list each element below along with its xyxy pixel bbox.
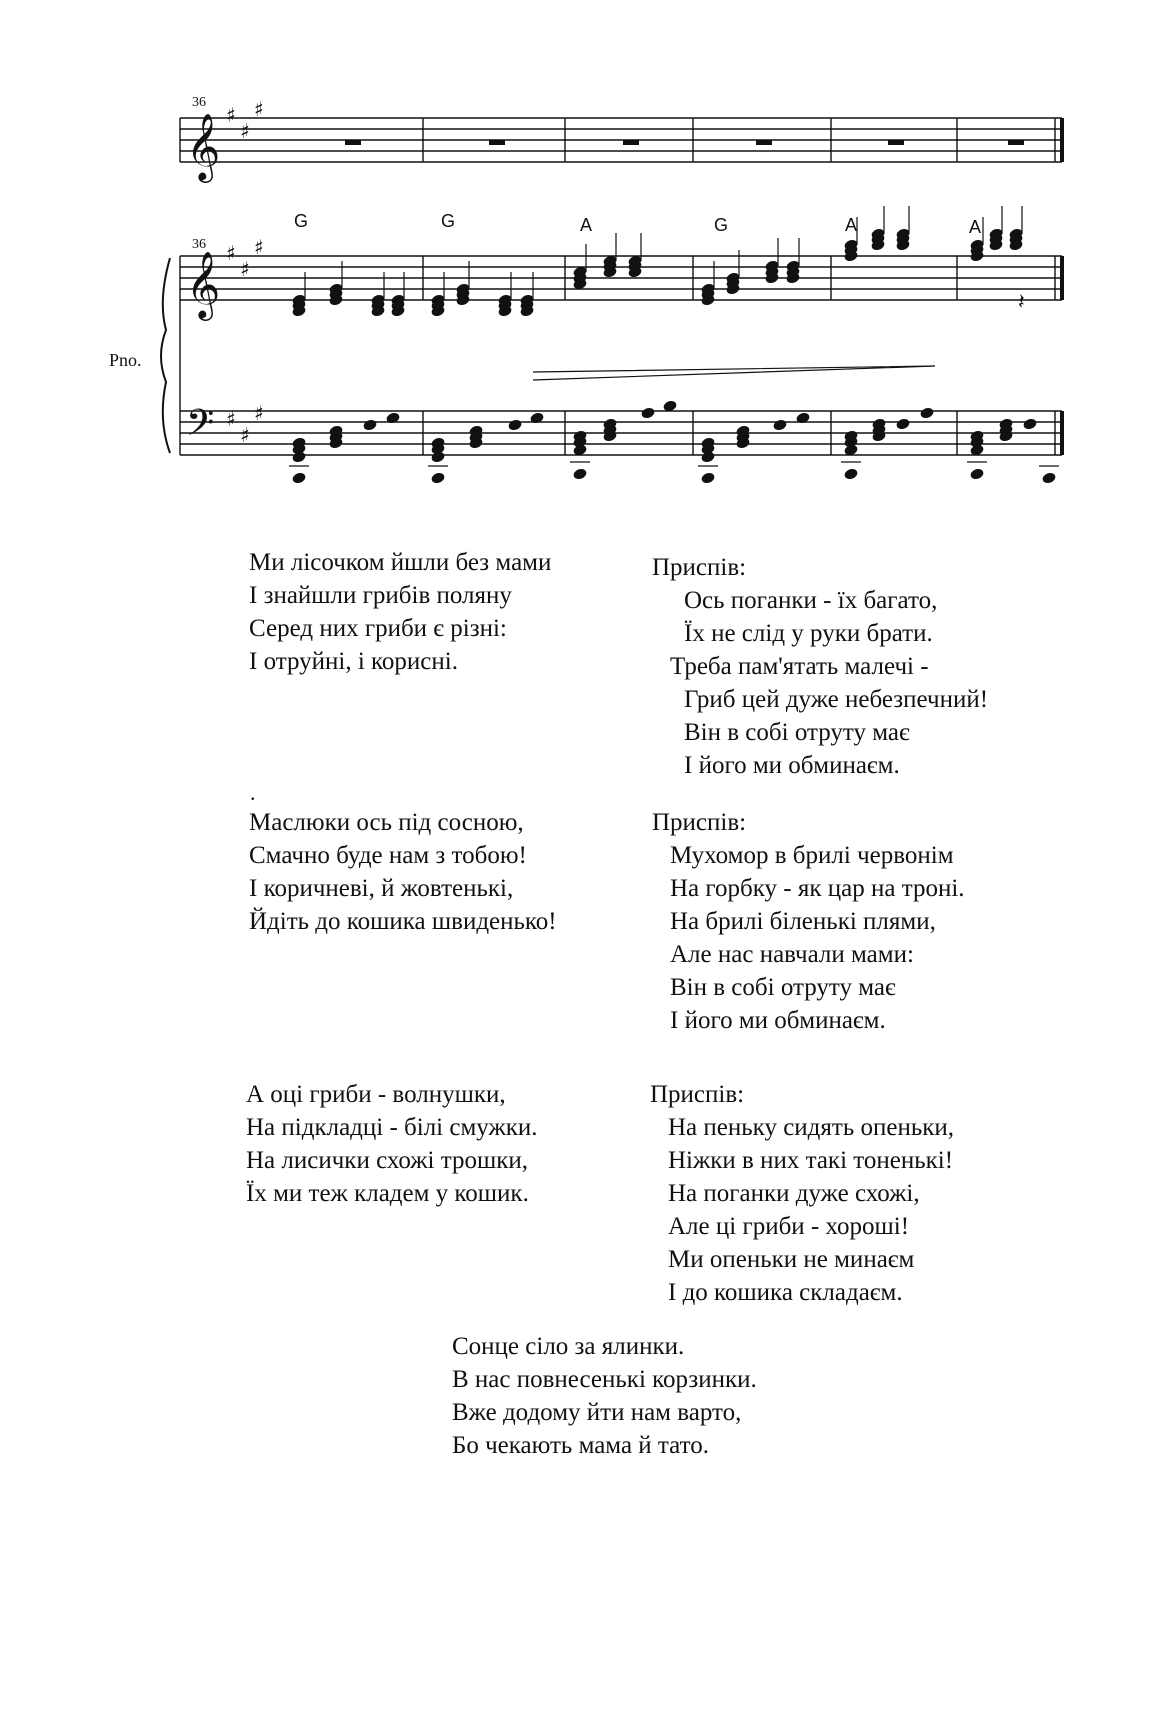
lyric-line: Їх ми теж кладем у кошик. — [246, 1180, 529, 1207]
lyric-line: На брилі біленькі плями, — [670, 908, 936, 935]
chorus-title: Приспів: — [652, 809, 747, 836]
lyric-line: Їх не слід у руки брати. — [684, 620, 933, 647]
note-head — [572, 467, 587, 480]
note-head — [772, 418, 787, 431]
sharp-icon: ♯ — [254, 97, 264, 121]
rest-icon — [888, 140, 904, 145]
chorus-2 — [652, 806, 965, 1037]
note-head — [507, 418, 522, 431]
lyric-line: Але ці гриби - хороші! — [668, 1213, 910, 1240]
lyric-line: І знайшли грибів поляну — [249, 582, 512, 609]
note-head — [385, 411, 400, 424]
finale — [452, 1330, 757, 1462]
lyric-line: Треба пам'ятать малечі - — [670, 653, 929, 680]
chorus-title: Приспів: — [652, 554, 747, 581]
note-head — [969, 467, 984, 480]
lyric-line: І коричневі, й жовтенькі, — [249, 875, 514, 902]
lyric-line: Вже додому йти нам варто, — [452, 1399, 742, 1426]
lyric-line: Сонце сіло за ялинки. — [452, 1333, 685, 1360]
stray-dot: . — [250, 780, 256, 805]
sharp-icon: ♯ — [254, 235, 264, 259]
lyric-line: Він в собі отруту має — [670, 974, 896, 1001]
hairpin — [533, 366, 935, 380]
lyric-line: На горбку - як цар на троні. — [670, 875, 965, 902]
chord-symbol: G — [714, 215, 729, 235]
chord-symbol: G — [441, 211, 456, 231]
chord-symbol: A — [969, 217, 982, 237]
voice-staff — [180, 118, 1062, 455]
lyric-line: На підкладці - білі смужки. — [246, 1114, 538, 1141]
lyric-line: А оці гриби - волнушки, — [246, 1081, 506, 1108]
note-head — [895, 417, 910, 430]
lyric-line: Ми опеньки не минаєм — [668, 1246, 915, 1273]
measure-number-voice: 36 — [192, 95, 206, 110]
lyric-line: І його ми обминаєм. — [670, 1007, 886, 1034]
sharp-icon: ♯ — [226, 241, 236, 265]
piano-brace — [161, 258, 170, 453]
lyric-line: Маслюки ось під сосною, — [249, 809, 524, 836]
lyric-line: Але нас навчали мами: — [670, 941, 914, 968]
rest-icon — [756, 140, 772, 145]
sharp-icon: ♯ — [226, 103, 236, 127]
instrument-label: Pno. — [109, 350, 142, 370]
chorus-title: Приспів: — [650, 1081, 745, 1108]
note-head — [291, 471, 306, 484]
verse-3 — [246, 1078, 538, 1210]
lyric-line: Серед них гриби є різні: — [249, 615, 507, 642]
lyric-line: Гриб цей дуже небезпечний! — [684, 686, 989, 713]
note-head — [430, 471, 445, 484]
bass-clef-icon: 𝄢 — [186, 402, 215, 453]
sharp-icon: ♯ — [240, 257, 250, 281]
chorus-1 — [652, 551, 988, 782]
chord-symbol: G — [294, 211, 309, 231]
sharp-icon: ♯ — [254, 401, 264, 425]
quarter-rest-icon: 𝄽 — [1018, 290, 1025, 315]
piano-chords — [186, 97, 1059, 485]
lyric-line: На поганки дуже схожі, — [668, 1180, 920, 1207]
measure-number-piano: 36 — [192, 237, 206, 252]
chord-symbol: A — [845, 215, 858, 235]
rest-icon — [623, 140, 639, 145]
lyric-line: Бо чекають мама й тато. — [452, 1432, 709, 1459]
chorus-3 — [650, 1078, 954, 1309]
rest-icon — [345, 140, 361, 145]
music-score — [0, 0, 1172, 520]
rest-icon — [1008, 140, 1024, 145]
note-head — [795, 411, 810, 424]
note-head — [1041, 471, 1056, 484]
note-head — [640, 406, 655, 419]
treble-clef-icon: 𝄞 — [186, 112, 221, 180]
verse-1 — [249, 546, 551, 678]
lyric-line: На пеньку сидять опеньки, — [668, 1114, 954, 1141]
lyric-line: Смачно буде нам з тобою! — [249, 842, 527, 869]
note-head — [919, 406, 934, 419]
note-head — [362, 418, 377, 431]
sharp-icon: ♯ — [240, 423, 250, 447]
note-head — [700, 471, 715, 484]
lyric-line: І до кошика складаєм. — [668, 1279, 903, 1306]
sharp-icon: ♯ — [240, 119, 250, 143]
lyric-line: На лисички схожі трошки, — [246, 1147, 528, 1174]
lyric-line: В нас повнесенькі корзинки. — [452, 1366, 757, 1393]
lyric-line: І отруйні, і корисні. — [249, 648, 458, 675]
lyric-line: І його ми обминаєм. — [684, 752, 900, 779]
chord-symbol: A — [580, 215, 593, 235]
lyric-line: Ніжки в них такі тоненькі! — [668, 1147, 954, 1174]
note-head — [1022, 417, 1037, 430]
lyric-line: Він в собі отруту має — [684, 719, 910, 746]
sharp-icon: ♯ — [226, 407, 236, 431]
rest-icon — [489, 140, 505, 145]
lyric-line: Ось поганки - їх багато, — [684, 587, 938, 614]
lyric-line: Йдіть до кошика швиденько! — [249, 908, 557, 935]
lyric-line: Ми лісочком йшли без мами — [249, 549, 552, 576]
note-head — [843, 467, 858, 480]
note-head — [529, 411, 544, 424]
lyric-line: Мухомор в брилі червонім — [670, 842, 954, 869]
verse-2 — [249, 806, 557, 938]
treble-clef-icon: 𝄞 — [186, 250, 221, 318]
